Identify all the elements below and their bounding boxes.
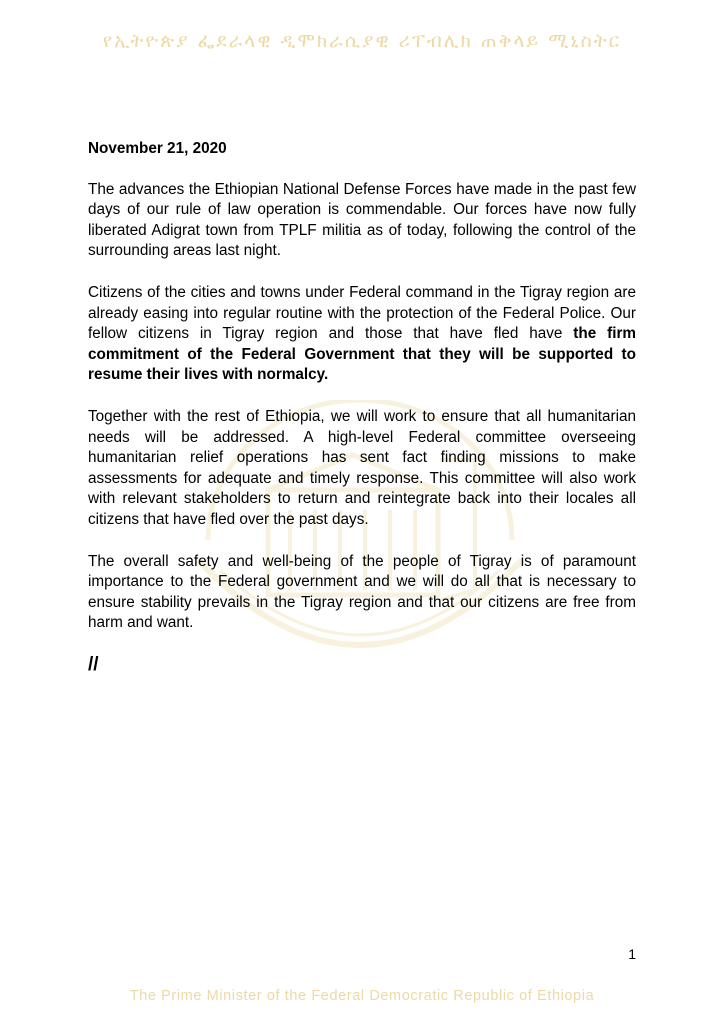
letter-date: November 21, 2020 <box>88 140 227 157</box>
end-mark: // <box>88 653 99 675</box>
page-number: 1 <box>628 946 636 962</box>
paragraph-1: The advances the Ethiopian National Defense Forces have made in the past few days of our rule of law operation is commendable. Our forces have now fully liberated Adigrat town from TPLF militia as of today, following the control of the surrounding areas last night. <box>88 180 636 260</box>
paragraph-2 <box>88 283 636 386</box>
letter-body <box>88 139 636 675</box>
letterhead-footer: The Prime Minister of the Federal Democratic Republic of Ethiopia <box>129 988 595 1004</box>
paragraph-2-text: Citizens of the cities and towns under Federal command in the Tigray region are already easing into regular routine with the protection of the Federal Police. Our fellow citizens in Tigray region and those that have fled have <box>88 283 636 343</box>
paragraph-2-bold: the firm commitment of the Federal Government that they will be supported to resume their lives with normalcy. <box>88 325 636 384</box>
paragraph-3: Together with the rest of Ethiopia, we will work to ensure that all humanitarian needs will be addressed. A high-level Federal committee overseeing humanitarian relief operations has sent fact finding missions to make assessments for adequate and timely response. This committee will also work with relevant stakeholders to return and reintegrate back into their locales all citizens that have fled over the past days. <box>88 407 636 528</box>
paragraph-4: The overall safety and well-being of the people of Tigray is of paramount importance to the Federal government and we will do all that is necessary to ensure stability prevails in the Tigray region and that our citizens are free from harm and want. <box>88 552 636 632</box>
letterhead-title: የኢትዮጵያ ፌደራላዊ ዲሞክራሲያዊ ሪፐብሊክ ጠቅላይ ሚኒስትር <box>102 30 622 52</box>
